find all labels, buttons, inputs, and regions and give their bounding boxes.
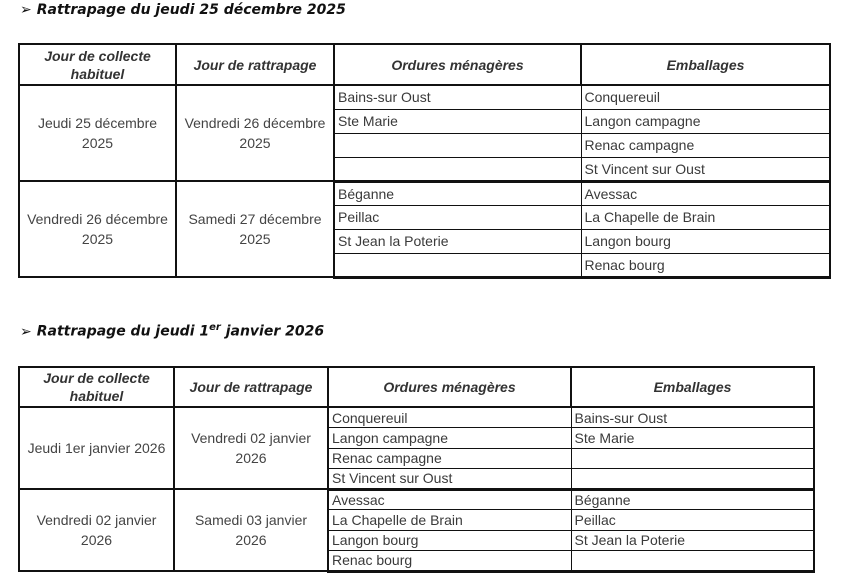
table-row: [19, 489, 814, 510]
ordures-cell: Renac bourg: [328, 551, 571, 572]
header-col4: Emballages: [571, 367, 814, 407]
emballages-cell: Langon campagne: [581, 109, 830, 133]
ordures-cell: [334, 133, 581, 157]
ordures-cell: Bains-sur Oust: [334, 85, 581, 109]
emballages-cell: La Chapelle de Brain: [581, 205, 830, 229]
emballages-cell: St Jean la Poterie: [571, 530, 814, 551]
arrow-bullet-icon: ➢: [20, 2, 32, 18]
table-row: [19, 407, 814, 428]
ordures-cell: Avessac: [328, 489, 571, 510]
ordures-cell: Peillac: [334, 205, 581, 229]
habituel-cell: Vendredi 26 décembre 2025: [19, 181, 176, 277]
emballages-cell: Peillac: [571, 510, 814, 531]
ordures-cell: St Vincent sur Oust: [328, 469, 571, 490]
ordures-cell: [334, 157, 581, 181]
rattrapage-cell: Samedi 27 décembre 2025: [176, 181, 334, 277]
habituel-cell: Jeudi 1er janvier 2026: [19, 407, 174, 489]
header-col3: Ordures ménagères: [328, 367, 571, 407]
rattrapage-cell: Vendredi 26 décembre 2025: [176, 85, 334, 181]
emballages-cell: [571, 551, 814, 572]
emballages-cell: Renac campagne: [581, 133, 830, 157]
section1-title-text: Rattrapage du jeudi 25 décembre 2025: [36, 2, 346, 18]
header-col4: Emballages: [581, 44, 830, 85]
table-section1: [18, 43, 831, 279]
table-section2: [18, 366, 815, 573]
emballages-cell: Béganne: [571, 489, 814, 510]
ordures-cell: Conquereuil: [328, 407, 571, 428]
ordures-cell: Ste Marie: [334, 109, 581, 133]
header-col2: Jour de rattrapage: [174, 367, 328, 407]
table-row: [19, 85, 830, 109]
habituel-cell: Jeudi 25 décembre 2025: [19, 85, 176, 181]
header-col3: Ordures ménagères: [334, 44, 581, 85]
emballages-cell: Renac bourg: [581, 253, 830, 277]
rattrapage-cell: Vendredi 02 janvier 2026: [174, 407, 328, 489]
emballages-cell: [571, 448, 814, 469]
rattrapage-cell: Samedi 03 janvier 2026: [174, 489, 328, 571]
emballages-cell: Conquereuil: [581, 85, 830, 109]
section2-title-text-end: janvier 2026: [220, 323, 325, 340]
emballages-cell: Bains-sur Oust: [571, 407, 814, 428]
emballages-cell: Avessac: [581, 181, 830, 205]
header-col1: Jour de collecte habituel: [19, 367, 174, 407]
ordures-cell: Langon campagne: [328, 428, 571, 449]
table-row: [19, 181, 830, 205]
emballages-cell: St Vincent sur Oust: [581, 157, 830, 181]
ordures-cell: Renac campagne: [328, 448, 571, 469]
ordures-cell: St Jean la Poterie: [334, 229, 581, 253]
ordures-cell: Langon bourg: [328, 530, 571, 551]
section2-title-text: Rattrapage du jeudi 1: [36, 323, 210, 340]
section1-title: [20, 2, 346, 18]
emballages-cell: Langon bourg: [581, 229, 830, 253]
arrow-bullet-icon: ➢: [20, 323, 32, 340]
ordures-cell: [334, 253, 581, 277]
header-col1: Jour de collecte habituel: [19, 44, 176, 85]
section2-title-sup: er: [209, 322, 221, 333]
emballages-cell: Ste Marie: [571, 428, 814, 449]
section2-title: [20, 322, 324, 340]
header-col2: Jour de rattrapage: [176, 44, 334, 85]
habituel-cell: Vendredi 02 janvier 2026: [19, 489, 174, 571]
emballages-cell: [571, 469, 814, 490]
ordures-cell: Béganne: [334, 181, 581, 205]
ordures-cell: La Chapelle de Brain: [328, 510, 571, 531]
